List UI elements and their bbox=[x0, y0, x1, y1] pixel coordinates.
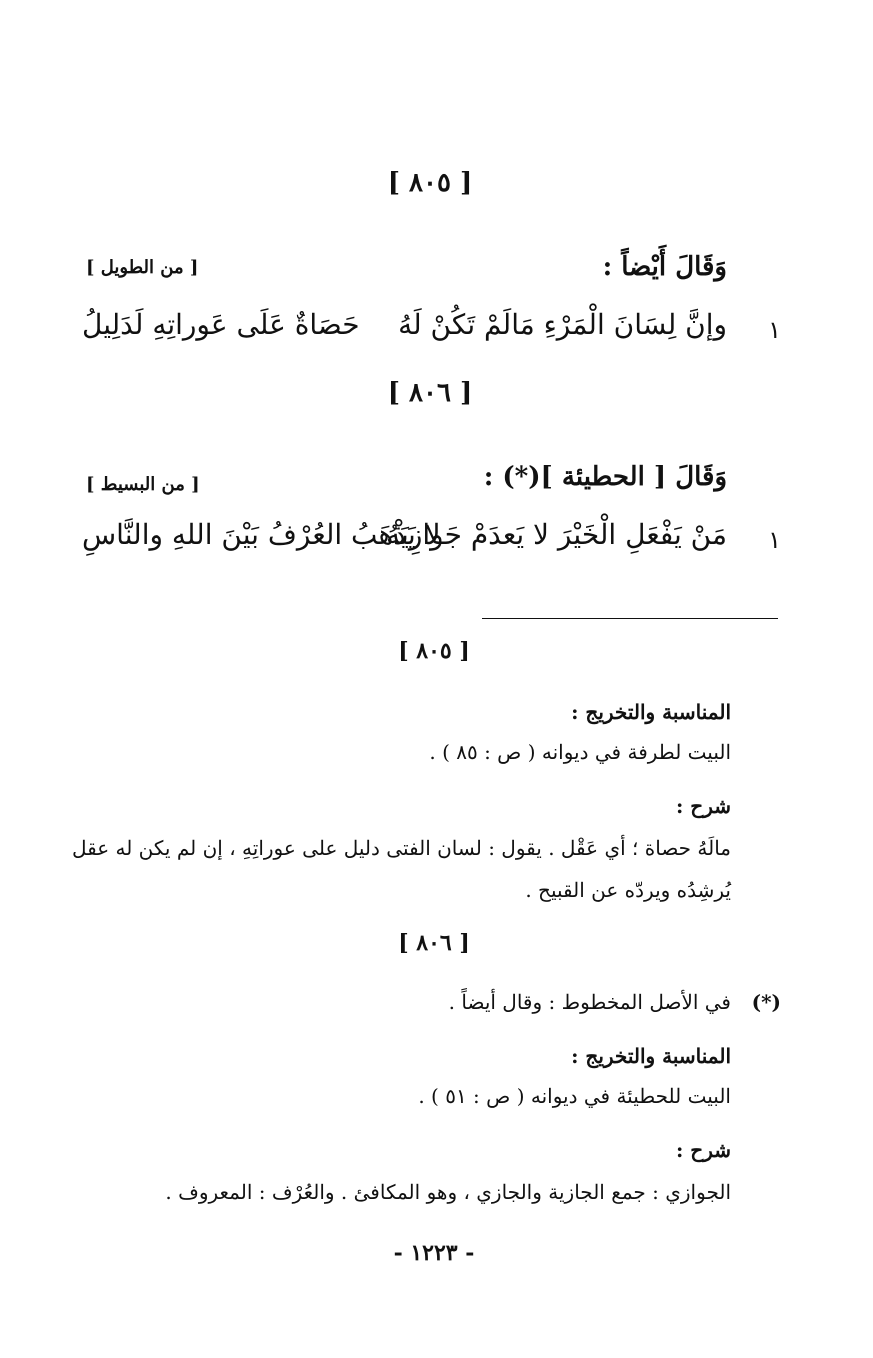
page-number: - ١٢٢٣ - bbox=[393, 1240, 475, 1266]
footnote-mark: (*) bbox=[751, 990, 781, 1014]
poem-806-hemistich-1: مَنْ يَفْعَلِ الْخَيْرَ لا يَعدَمْ جَوازِيَهُ bbox=[386, 518, 727, 551]
poem-805-meter: [ من الطويل ] bbox=[86, 257, 199, 278]
footnote-text: في الأصل المخطوط : وقال أيضاً . bbox=[448, 990, 731, 1014]
notes-806-number: [ ٨٠٦ ] bbox=[398, 930, 470, 956]
notes-805-number: [ ٨٠٥ ] bbox=[398, 638, 470, 664]
poem-806-verse-number: ١ bbox=[768, 526, 781, 554]
footnote-separator bbox=[482, 618, 778, 619]
poem-805-hemistich-1: وإنَّ لِسَانَ الْمَرْءِ مَالَمْ تَكُنْ لَهُ bbox=[398, 308, 727, 341]
poem-806-number: [ ٨٠٦ ] bbox=[387, 378, 473, 408]
poem-805-hemistich-2: حَصَاةٌ عَلَى عَوراتِهِ لَدَلِيلُ bbox=[82, 308, 360, 341]
poem-806-meter: [ من البسيط ] bbox=[86, 474, 200, 495]
notes-805-sharh-line-1: مالَهُ حصاة ؛ أي عَقْل . يقول : لسان الفتى دليل على عوراتِهِ ، إن لم يكن له عقل bbox=[71, 836, 731, 860]
notes-806-sharh-title: شرح : bbox=[675, 1138, 731, 1162]
poem-805-intro: وَقَالَ أَيْضاً : bbox=[602, 252, 727, 282]
notes-806-sources-text: البيت للحطيئة في ديوانه ( ص : ٥١ ) . bbox=[418, 1084, 731, 1108]
notes-806-sharh-text: الجوازي : جمع الجازية والجازي ، وهو المكافئ . والعُرْف : المعروف . bbox=[165, 1180, 731, 1204]
notes-805-sharh-title: شرح : bbox=[675, 794, 731, 818]
notes-805-sharh-line-2: يُرشِدُه ويردّه عن القبيح . bbox=[525, 878, 731, 902]
notes-805-sources-title: المناسبة والتخريج : bbox=[571, 700, 731, 724]
poem-805-verse-number: ١ bbox=[768, 316, 781, 344]
notes-806-sources-title: المناسبة والتخريج : bbox=[571, 1044, 731, 1068]
poem-806-hemistich-2: لا يَذْهَبُ العُرْفُ بَيْنَ اللهِ والنَّاسِ bbox=[82, 518, 441, 551]
notes-805-sources-text: البيت لطرفة في ديوانه ( ص : ٨٥ ) . bbox=[429, 740, 731, 764]
poem-805-number: [ ٨٠٥ ] bbox=[387, 168, 473, 198]
poem-806-intro: وَقَالَ [ الحطيئة ](*) : bbox=[483, 462, 727, 492]
